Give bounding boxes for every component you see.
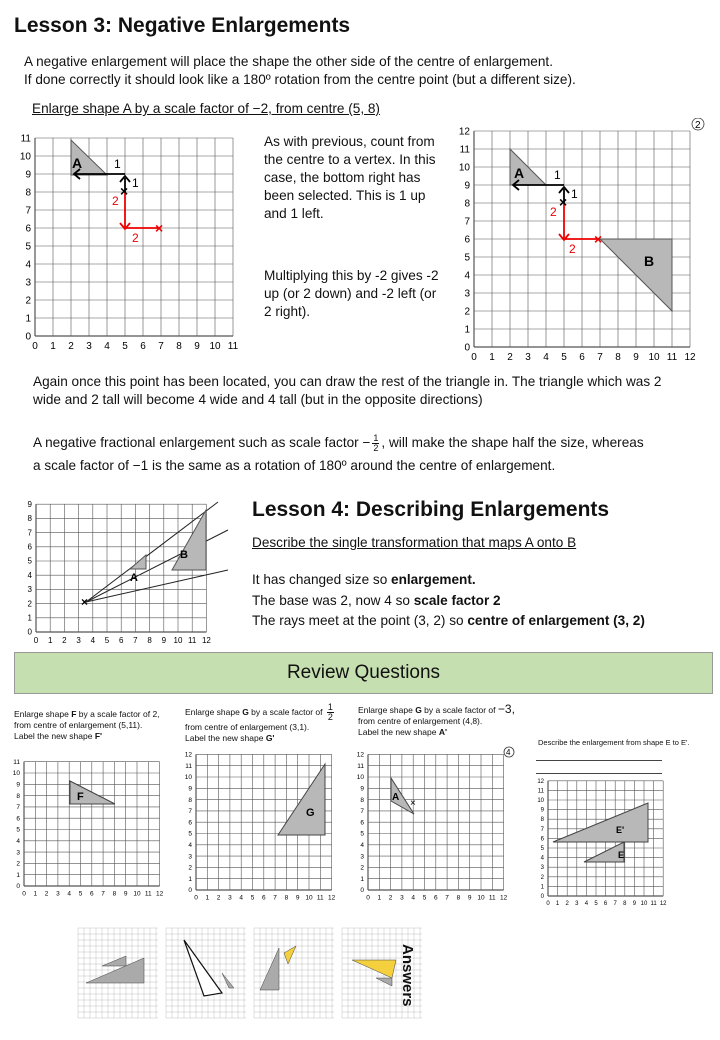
- x-tick: 1: [47, 636, 53, 645]
- svg-text:2: 2: [695, 120, 701, 131]
- svg-text:F: F: [77, 791, 84, 803]
- x-tick: 11: [144, 890, 152, 898]
- y-tick: 10: [19, 151, 31, 163]
- x-tick: 12: [499, 894, 508, 902]
- y-tick: 7: [360, 808, 364, 816]
- x-tick: 5: [561, 352, 567, 363]
- x-tick: 8: [284, 894, 289, 902]
- question-1: Enlarge shape F by a scale factor of 2, from centre of enlargement (5,11). Label the new shape F': [14, 709, 160, 741]
- y-tick: 0: [27, 627, 32, 637]
- y-tick: 4: [25, 259, 31, 271]
- x-tick: 0: [471, 352, 477, 363]
- lesson4-line3: The rays meet at the point (3, 2) so centre of enlargement (3, 2): [252, 613, 645, 628]
- question-4: Describe the enlargement from shape E to E'.: [538, 738, 690, 747]
- lesson3-intro1: A negative enlargement will place the shape the other side of the centre of enlargement.: [24, 54, 553, 69]
- lesson3-para3: a scale factor of −1 is the same as a rotation of 180º around the centre of enlargement.: [33, 458, 556, 473]
- y-tick: 1: [464, 324, 470, 336]
- x-tick: 5: [422, 894, 427, 902]
- svg-text:G: G: [306, 807, 315, 819]
- x-tick: 3: [575, 901, 579, 907]
- x-tick: 4: [104, 341, 110, 352]
- y-tick: 8: [188, 796, 192, 804]
- x-tick: 7: [597, 352, 603, 363]
- x-tick: 5: [594, 901, 598, 907]
- x-tick: 2: [388, 894, 393, 902]
- y-tick: 8: [25, 187, 31, 199]
- svg-text:A: A: [514, 165, 525, 181]
- answers-thumbnails: [74, 918, 424, 1030]
- y-tick: 12: [184, 751, 192, 759]
- y-tick: 3: [25, 277, 31, 289]
- x-tick: 12: [684, 352, 696, 363]
- x-tick: 6: [579, 352, 585, 363]
- x-tick: 11: [227, 341, 239, 352]
- x-tick: 0: [546, 901, 550, 907]
- y-tick: 4: [464, 270, 470, 282]
- y-tick: 11: [459, 144, 470, 156]
- y-tick: 0: [540, 894, 544, 900]
- x-tick: 4: [67, 890, 72, 898]
- y-tick: 3: [16, 849, 20, 857]
- y-tick: 2: [16, 860, 20, 868]
- y-tick: 1: [360, 875, 364, 883]
- x-tick: 5: [250, 894, 255, 902]
- x-tick: 12: [201, 636, 211, 645]
- y-tick: 9: [540, 807, 544, 814]
- y-tick: 10: [458, 162, 470, 174]
- y-tick: 7: [25, 205, 31, 217]
- x-tick: 2: [44, 890, 49, 898]
- x-tick: 9: [161, 636, 167, 645]
- svg-text:2: 2: [550, 205, 557, 219]
- review-grid-2: [180, 744, 352, 906]
- x-tick: 3: [228, 894, 232, 902]
- x-tick: 8: [147, 636, 152, 645]
- lesson4-title: Lesson 4: Describing Enlargements: [252, 498, 610, 521]
- y-tick: 3: [188, 853, 192, 861]
- y-tick: 6: [464, 234, 470, 246]
- review-banner: Review Questions: [14, 652, 713, 694]
- lesson3-para2: A negative fractional enlargement such as scale factor − $\frac{1}{2}$ , will make the shape half the size, whereas: [33, 433, 644, 453]
- x-tick: 12: [327, 894, 336, 902]
- y-tick: 5: [188, 830, 192, 838]
- x-tick: 2: [216, 894, 221, 902]
- x-tick: 8: [112, 890, 117, 898]
- x-tick: 6: [140, 341, 146, 352]
- y-tick: 6: [25, 223, 31, 235]
- y-tick: 7: [464, 216, 470, 228]
- x-tick: 7: [158, 341, 164, 352]
- svg-text:×: ×: [410, 798, 416, 809]
- svg-text:A: A: [130, 572, 138, 584]
- shape-b: [172, 510, 206, 570]
- y-tick: 5: [16, 826, 20, 834]
- x-tick: 11: [488, 894, 496, 902]
- answer-line: [536, 760, 662, 761]
- x-tick: 3: [525, 352, 531, 363]
- y-tick: 3: [540, 865, 544, 872]
- x-tick: 7: [273, 894, 277, 902]
- x-tick: 5: [78, 890, 83, 898]
- svg-text:1: 1: [554, 168, 561, 182]
- x-tick: 2: [507, 352, 513, 363]
- y-tick: 5: [540, 846, 544, 852]
- x-tick: 0: [33, 636, 39, 645]
- shape-a: [130, 555, 146, 569]
- x-tick: 7: [101, 890, 105, 898]
- grid-lesson4: [22, 490, 234, 648]
- question-2: Enlarge shape G by a scale factor of $\frac{1}{2}$ from centre of enlargement (3,1). Label the new shape G': [185, 702, 333, 743]
- x-tick: 11: [316, 894, 324, 902]
- y-tick: 9: [360, 785, 364, 793]
- x-tick: 1: [33, 890, 38, 898]
- y-tick: 8: [464, 198, 470, 210]
- y-tick: 2: [360, 864, 364, 872]
- y-tick: 1: [540, 884, 544, 891]
- x-tick: 6: [89, 890, 94, 898]
- y-tick: 8: [540, 817, 544, 824]
- y-tick: 9: [27, 499, 32, 509]
- y-tick: 4: [540, 855, 544, 862]
- x-tick: 0: [22, 890, 26, 898]
- x-tick: 3: [400, 894, 404, 902]
- question-3: Enlarge shape G by a scale factor of −3, from centre of enlargement (4,8). Label the new shape A': [358, 702, 515, 737]
- x-tick: 5: [104, 636, 110, 645]
- x-tick: 10: [640, 901, 648, 907]
- y-tick: 5: [27, 556, 32, 566]
- svg-text:×: ×: [81, 595, 89, 609]
- y-tick: 8: [16, 792, 20, 800]
- y-tick: 1: [27, 613, 32, 623]
- svg-text:1: 1: [114, 157, 121, 171]
- y-tick: 1: [25, 313, 31, 325]
- x-tick: 8: [176, 341, 182, 352]
- y-tick: 12: [537, 778, 544, 785]
- y-tick: 1: [188, 875, 192, 883]
- y-tick: 3: [360, 853, 364, 861]
- y-tick: 10: [184, 774, 192, 782]
- x-tick: 2: [565, 901, 569, 907]
- y-tick: 12: [458, 126, 470, 138]
- x-tick: 11: [666, 352, 678, 363]
- svg-text:×: ×: [594, 231, 603, 247]
- y-tick: 10: [537, 798, 544, 804]
- x-tick: 3: [76, 636, 81, 645]
- svg-text:4: 4: [506, 748, 511, 757]
- x-tick: 4: [90, 636, 96, 645]
- x-tick: 7: [613, 901, 617, 907]
- x-tick: 10: [133, 890, 141, 898]
- y-tick: 9: [464, 180, 470, 192]
- y-tick: 0: [16, 883, 20, 891]
- y-tick: 9: [16, 781, 20, 789]
- y-tick: 4: [188, 841, 192, 849]
- lesson3-para1: Again once this point has been located, you can draw the rest of the triangle in. The triangle which was 2 wide and 2 tall will become 4 wide and 4 tall (but in the opposite directions): [33, 374, 662, 407]
- x-tick: 4: [584, 901, 589, 907]
- svg-text:2: 2: [569, 242, 576, 256]
- x-tick: 7: [445, 894, 449, 902]
- lesson3-task: Enlarge shape A by a scale factor of −2, from centre (5, 8): [32, 101, 380, 116]
- svg-text:A: A: [392, 792, 400, 803]
- y-tick: 2: [464, 306, 470, 318]
- review-grid-1: [8, 746, 180, 906]
- svg-text:B: B: [180, 549, 188, 561]
- x-tick: 7: [133, 636, 138, 645]
- x-tick: 1: [50, 341, 56, 352]
- y-tick: 9: [188, 785, 192, 793]
- x-tick: 0: [32, 341, 38, 352]
- x-tick: 8: [456, 894, 461, 902]
- grid-lesson3-b: [448, 118, 708, 368]
- x-tick: 12: [659, 901, 667, 907]
- lesson3-explain1: As with previous, count from the centre to a vertex. In this case, the bottom right has been selected. This is 1 up and 1 left.: [264, 134, 436, 221]
- y-tick: 0: [188, 887, 192, 895]
- y-tick: 2: [25, 295, 31, 307]
- lesson4-task: Describe the single transformation that maps A onto B: [252, 535, 577, 550]
- x-tick: 9: [467, 894, 472, 902]
- x-tick: 9: [633, 352, 639, 363]
- y-tick: 9: [25, 169, 31, 181]
- y-tick: 10: [12, 770, 20, 778]
- y-tick: 4: [16, 837, 20, 845]
- x-tick: 10: [305, 894, 313, 902]
- svg-text:E: E: [618, 850, 625, 860]
- y-tick: 3: [464, 288, 470, 300]
- x-tick: 6: [261, 894, 266, 902]
- x-tick: 2: [62, 636, 67, 645]
- lesson3-explain2: Multiplying this by -2 gives -2 up (or 2 down) and -2 left (or 2 right).: [264, 268, 439, 319]
- y-tick: 7: [16, 804, 20, 812]
- svg-text:B: B: [644, 253, 655, 269]
- y-tick: 5: [360, 830, 364, 838]
- svg-text:2: 2: [132, 231, 139, 245]
- svg-text:1: 1: [571, 187, 578, 201]
- x-tick: 1: [377, 894, 382, 902]
- x-tick: 10: [648, 352, 660, 363]
- y-tick: 6: [27, 542, 32, 552]
- y-tick: 0: [25, 331, 31, 343]
- grid-lesson3-a: [18, 126, 250, 356]
- image-cross: ×: [155, 220, 164, 236]
- svg-text:E': E': [616, 825, 625, 835]
- lesson4-line2: The base was 2, now 4 so scale factor 2: [252, 593, 501, 608]
- x-tick: 8: [615, 352, 621, 363]
- y-tick: 3: [27, 585, 32, 595]
- x-tick: 6: [433, 894, 438, 902]
- x-tick: 6: [603, 901, 608, 907]
- x-tick: 5: [122, 341, 128, 352]
- x-tick: 10: [173, 636, 183, 645]
- x-tick: 4: [543, 352, 549, 363]
- x-tick: 1: [205, 894, 210, 902]
- y-tick: 8: [27, 514, 32, 524]
- y-tick: 2: [27, 599, 32, 609]
- x-tick: 11: [650, 901, 657, 907]
- y-tick: 2: [540, 874, 544, 881]
- y-tick: 7: [540, 826, 544, 833]
- svg-text:1: 1: [132, 176, 139, 190]
- x-tick: 1: [489, 352, 495, 363]
- y-tick: 6: [188, 819, 192, 827]
- y-tick: 10: [356, 774, 364, 782]
- y-tick: 5: [25, 241, 31, 253]
- x-tick: 3: [56, 890, 60, 898]
- x-tick: 6: [118, 636, 124, 645]
- answers-label: Answers: [399, 944, 416, 1007]
- y-tick: 12: [356, 751, 364, 759]
- y-tick: 2: [188, 864, 192, 872]
- x-tick: 3: [86, 341, 92, 352]
- x-tick: 9: [194, 341, 200, 352]
- y-tick: 4: [360, 841, 364, 849]
- svg-text:×: ×: [559, 194, 568, 210]
- y-tick: 11: [537, 788, 544, 795]
- y-tick: 6: [16, 815, 20, 823]
- x-tick: 0: [194, 894, 198, 902]
- x-tick: 9: [632, 901, 637, 907]
- x-tick: 8: [623, 901, 627, 907]
- x-tick: 2: [68, 341, 74, 352]
- y-tick: 1: [16, 871, 20, 879]
- y-tick: 11: [20, 133, 31, 145]
- x-tick: 4: [411, 894, 416, 902]
- svg-text:2: 2: [112, 194, 119, 208]
- x-tick: 4: [239, 894, 244, 902]
- shape-a-label: A: [72, 155, 83, 171]
- answer-line: [536, 773, 662, 774]
- y-tick: 11: [13, 758, 20, 766]
- x-tick: 1: [555, 901, 560, 907]
- review-grid-3: [352, 744, 524, 906]
- y-tick: 5: [464, 252, 470, 264]
- x-tick: 10: [477, 894, 485, 902]
- x-tick: 9: [123, 890, 128, 898]
- lesson4-line1: It has changed size so enlargement.: [252, 572, 476, 587]
- x-tick: 0: [366, 894, 370, 902]
- y-tick: 11: [357, 762, 364, 770]
- x-tick: 10: [209, 341, 221, 352]
- y-tick: 6: [360, 819, 364, 827]
- centre-cross: ×: [120, 183, 129, 199]
- lesson3-title: Lesson 3: Negative Enlargements: [14, 14, 351, 37]
- y-tick: 0: [464, 342, 470, 354]
- x-tick: 11: [188, 636, 197, 645]
- y-tick: 7: [188, 808, 192, 816]
- lesson3-intro2: If done correctly it should look like a 180º rotation from the centre point (but a different size).: [24, 72, 576, 87]
- y-tick: 8: [360, 796, 364, 804]
- y-tick: 11: [185, 762, 192, 770]
- y-tick: 6: [540, 836, 544, 843]
- review-grid-4: [536, 776, 676, 914]
- x-tick: 12: [155, 890, 164, 898]
- y-tick: 0: [360, 887, 364, 895]
- x-tick: 9: [295, 894, 300, 902]
- y-tick: 4: [27, 570, 32, 580]
- y-tick: 7: [27, 528, 32, 538]
